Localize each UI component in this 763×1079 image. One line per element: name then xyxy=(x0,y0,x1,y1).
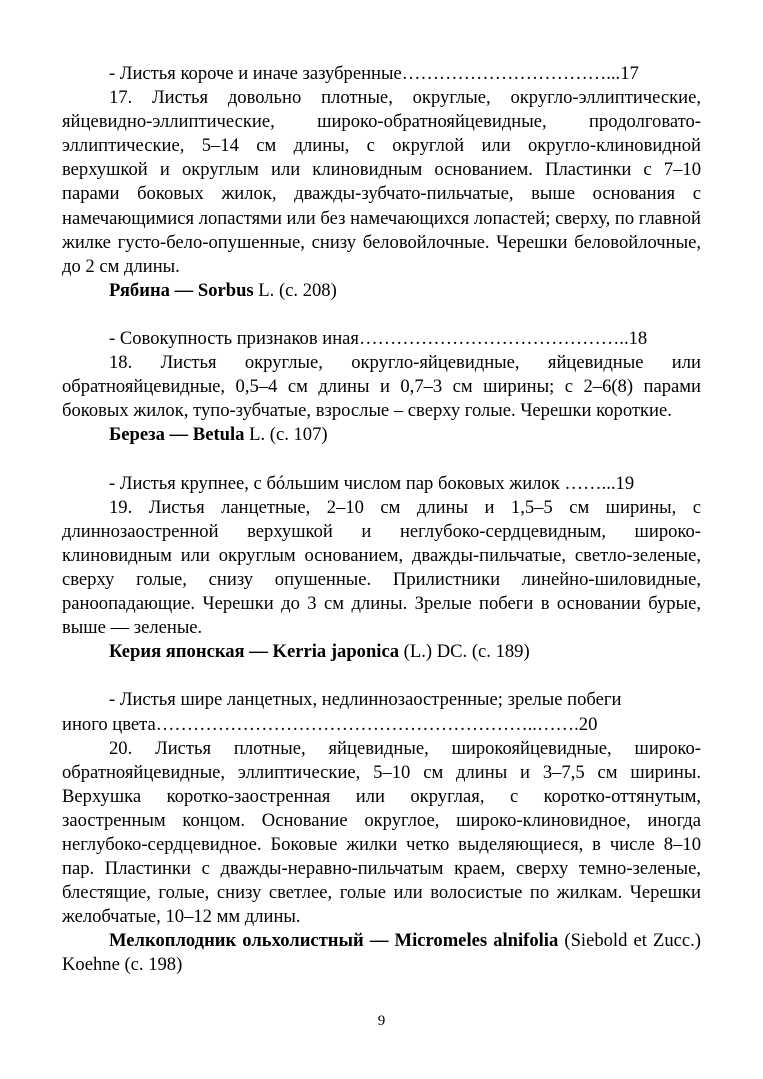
taxon-name: Рябина — Sorbus xyxy=(109,279,254,301)
page-body xyxy=(62,62,701,978)
key-lead-17: - Листья короче и иначе зазубренные……………………………...17 xyxy=(109,63,639,84)
taxon-heading-betula xyxy=(62,423,701,447)
taxon-author: (L.) DC. (с. 189) xyxy=(399,641,530,663)
taxon-heading-micromeles xyxy=(62,929,701,977)
taxon-author: L. (с. 208) xyxy=(253,279,337,301)
key-paragraph-18: 18. Листья округлые, округло-яйцевидные, яйцевидные или обратнояйцевидные, 0,5–4 см длины и 0,7–3 см ширины; с 2–6(8) парами боковых жилок, тупо-зубчатые, взрослые – сверху голые. Черешки короткие. xyxy=(62,352,701,422)
taxon-name: Керия японская — Kerria japonica xyxy=(109,641,400,663)
key-lead-18: - Совокупность признаков иная……………………………………..18 xyxy=(109,328,648,350)
key-lead-20-line2: иного цвета……………………………………………………..…….20 xyxy=(62,713,598,735)
page-number: 9 xyxy=(377,1013,386,1029)
taxon-name: Мелкоплодник ольхолистный — Micromeles alnifolia xyxy=(109,930,559,952)
taxon-heading-kerria xyxy=(62,640,701,664)
key-paragraph-20: 20. Листья плотные, яйцевидные, широкояйцевидные, широко-обратнояйцевидные, эллиптические, 5–10 см длины и 3–7,5 см ширины. Верхушка коротко-заостренная или округлая, с коротко-оттянутым, заостренным концом. Основание округлое, широко-клиновидное, иногда неглубоко-сердцевидное. Боковые жилки четко выделяющиеся, в числе 8–10 пар. Пластинки с дважды-неравно-пильчатым краем, сверху темно-зеленые, блестящие, голые, снизу светлее, голые или волосистые по жилкам. Черешки желобчатые, 10–12 мм длины. xyxy=(62,737,701,928)
key-paragraph-17: 17. Листья довольно плотные, округлые, округло-эллиптические, яйцевидно-эллиптические, широко-обратнояйцевидные, продолговато-эллиптические, 5–14 см длины, с округлой или округло-клиновидной верхушкой и округлым или клиновидным основанием. Пластинки с 7–10 парами боковых жилок, дважды-зубчато-пильчатые, выше основания с намечающимися лопастями или без намечающихся лопастей; сверху, по главной жилке густо-бело-опушенные, снизу беловойлочные. Черешки беловойлочные, до 2 см длины. xyxy=(62,87,701,277)
taxon-heading-sorbus xyxy=(62,279,701,303)
taxon-author: (Siebold et Zucc.) Koehne (с. 198) xyxy=(62,930,701,976)
key-paragraph-19: 19. Листья ланцетные, 2–10 см длины и 1,5–5 см ширины, с длиннозаостренной верхушкой и неглубоко-сердцевидным, широко-клиновидным или округлым основанием, дважды-пильчатые, светло-зеленые, сверху голые, снизу опушенные. Прилистники линейно-шиловидные, раноопадающие. Черешки до 3 см длины. Зрелые побеги в основании бурые, выше — зеленые. xyxy=(62,496,701,639)
taxon-author: L. (с. 107) xyxy=(244,424,328,446)
key-lead-20-line1: - Листья шире ланцетных, недлиннозаостренные; зрелые побеги xyxy=(109,689,622,711)
taxon-name: Береза — Betula xyxy=(109,424,245,446)
key-lead-19: - Листья крупнее, с бóльшим числом пар боковых жилок ……...19 xyxy=(109,472,635,494)
